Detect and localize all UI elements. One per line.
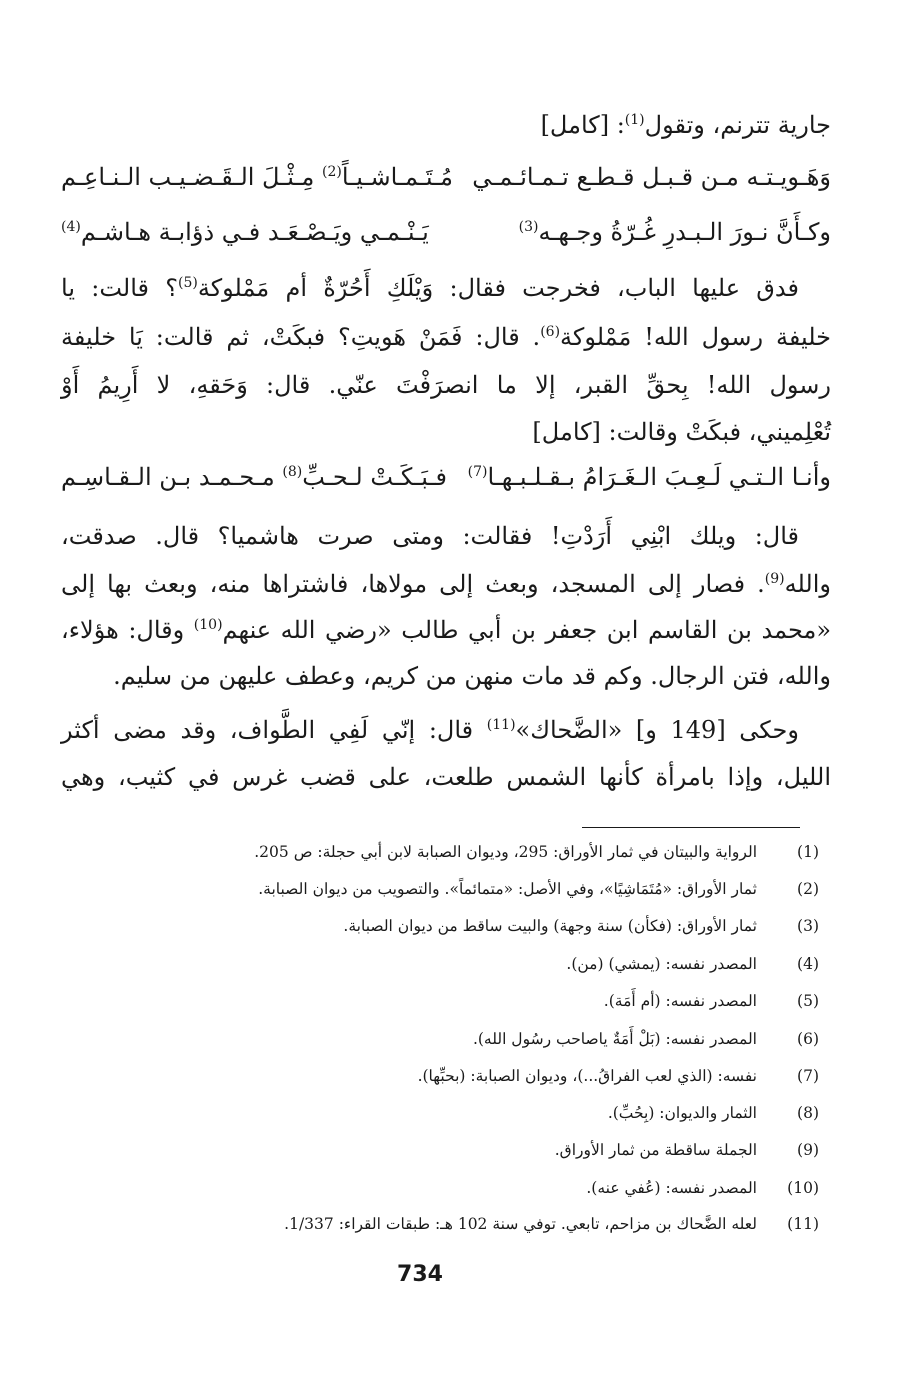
footnote-mark: (11) <box>486 717 516 733</box>
footnote-text: المصدر نفسه: (أم أَمَة). <box>603 992 757 1010</box>
verse-hemistich-left: مُـتَـمـاشـيـاً$^{(2)}$ مِـثْـلَ الـقَـضـيـب الـنـاعِـم <box>61 163 453 191</box>
verse-line <box>61 463 831 503</box>
verse-hemistich-right: وَهَـويـتـه مـن قـبـل قـطـع تـمـائـمـي <box>472 163 831 191</box>
footnote <box>119 843 819 873</box>
paragraph-line: الليل، وإذا بامرأة كأنها الشمس طلعت، على قضب غرس في كثيب، وهي <box>61 763 831 791</box>
paragraph-line: خليفة رسول الله! مَمْلوكة$^{(6)}$. قال: فَمَنْ هَويتِ؟ فبكَتْ، ثم قالت: يَا خليفة <box>61 323 831 351</box>
paragraph-line: وحكى [149 و] «الضَّحاك»$^{(11)}$ قال: إنّي لَفِي الطَّواف، وقد مضى أكثر <box>61 716 799 744</box>
footnote-mark: (9) <box>764 571 785 587</box>
footnote-text: الثمار والديوان: (بِحُبِّ). <box>607 1104 757 1122</box>
paragraph-line: تُعْلِميني، فبكَتْ وقالت: [كامل] <box>532 418 831 446</box>
footnote-number: (9) <box>797 1141 819 1159</box>
footnote <box>119 1141 819 1171</box>
footnote-number: (1) <box>797 843 819 861</box>
footnote-mark: (8) <box>282 464 303 480</box>
verse-hemistich-left: فـبَـكَـتْ لـحـبِّ$^{(8)}$ مـحـمـد بـن الـقـاسِـم <box>61 463 447 491</box>
page-number: 734 <box>397 1262 443 1287</box>
paragraph-line: «محمد بن القاسم ابن جعفر بن أبي طالب «رضي الله عنهم$^{(10)}$ وقال: هؤلاء، <box>61 616 831 644</box>
footnote-text: المصدر نفسه: (بَلْ أَمَةٌ ياصاحب رسُول الله). <box>472 1030 757 1048</box>
footnote-mark: (3) <box>518 219 539 235</box>
footnote-number: (6) <box>797 1030 819 1048</box>
verse-line <box>61 218 831 258</box>
intro-line: جارية تترنم، وتقول$^{(1)}$: [كامل] <box>540 111 831 139</box>
footnote-number: (2) <box>797 880 819 898</box>
footnote-number: (7) <box>797 1067 819 1085</box>
footnote-number: (5) <box>797 992 819 1010</box>
footnote-mark: (7) <box>467 464 488 480</box>
footnote-mark: (10) <box>193 617 223 633</box>
footnote <box>119 1215 819 1245</box>
footnote <box>119 955 819 985</box>
footnote-number: (3) <box>797 917 819 935</box>
footnote-mark: (1) <box>624 112 645 128</box>
footnote-number: (4) <box>797 955 819 973</box>
footnote-text: المصدر نفسه: (يمشي) (من). <box>566 955 757 973</box>
footnote-mark: (4) <box>61 219 81 235</box>
footnote-number: (8) <box>797 1104 819 1122</box>
paragraph-line: والله$^{(9)}$. فصار إلى المسجد، وبعث إلى مولاها، فاشتراها منه، وبعث بها إلى <box>61 570 831 598</box>
footnote-text: الجملة ساقطة من ثمار الأوراق. <box>554 1141 757 1159</box>
paragraph-line: والله، فتن الرجال. وكم قد مات منهن من كريم، وعطف عليهن من سليم. <box>113 662 831 690</box>
footnote-mark: (2) <box>322 164 342 180</box>
footnote <box>119 1104 819 1134</box>
footnote <box>119 992 819 1022</box>
paragraph-line: فدق عليها الباب، فخرجت فقال: وَيْلَكِ أَحُرّةٌ أم مَمْلوكة$^{(5)}$؟ قالت: يا <box>61 274 799 302</box>
footnote-text: الرواية والبيتان في ثمار الأوراق: 295، وديوان الصبابة لابن أبي حجلة: ص 205. <box>254 843 757 861</box>
footnote <box>119 1067 819 1097</box>
footnote-mark: (5) <box>177 275 198 291</box>
footnote <box>119 880 819 910</box>
paragraph-line: قال: ويلك ابْنِي أَرَدْتِ! فقالت: ومتى صرت هاشميا؟ قال. صدقت، <box>61 522 799 550</box>
footnote <box>119 1030 819 1060</box>
verse-hemistich-right: وأنـا الـتـي لَـعِـبَ الـغَـرَامُ بـقـلـبـهـا$^{(7)}$ <box>467 463 831 491</box>
footnote-text: لعله الضَّحاك بن مزاحم، تابعي. توفي سنة 102 هـ: طبقات القراء: 1/337. <box>284 1215 757 1233</box>
footnote-text: ثمار الأوراق: «مُتَمَاشِيًا»، وفي الأصل: «متمائماً». والتصويب من ديوان الصبابة. <box>258 880 757 898</box>
footnote <box>119 917 819 947</box>
footnote-separator <box>582 827 800 828</box>
footnote-text: نفسه: (الذي لعب الفراقُ...)، وديوان الصبابة: (بحبِّها). <box>417 1067 757 1085</box>
footnote-number: (11) <box>787 1215 819 1233</box>
footnote-number: (10) <box>787 1179 819 1197</box>
footnote-mark: (6) <box>540 324 561 340</box>
verse-hemistich-left: يَـنْـمـي ويَـصْـعَـد فـي ذؤابـة هـاشـم$^{(4)}$ <box>61 218 429 246</box>
verse-line <box>61 163 831 203</box>
paragraph-line: رسول الله! بِحقِّ القبر، إلا ما انصرَفْتَ عنّي. قال: وَحَقهِ، لا أَرِيمُ أَوْ <box>61 371 831 399</box>
verse-hemistich-right: وكـأَنَّ نـورَ الـبـدرِ غُـرّةُ وجـهـه$^{(3)}$ <box>518 218 831 246</box>
footnote-text: المصدر نفسه: (عُفي عنه). <box>586 1179 757 1197</box>
footnote <box>119 1179 819 1209</box>
footnote-text: ثمار الأوراق: (فكأن) سنة وجهة) والبيت ساقط من ديوان الصبابة. <box>343 917 757 935</box>
